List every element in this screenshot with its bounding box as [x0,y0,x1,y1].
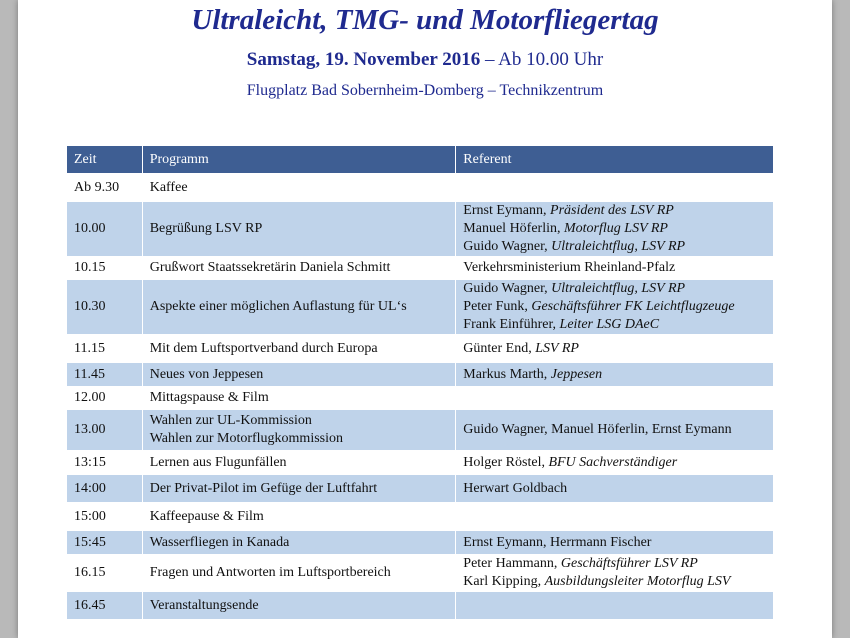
speaker-line [463,259,773,277]
program-cell [142,531,456,555]
event-title: Ultraleicht, TMG- und Motorfliegertag [191,4,659,36]
speaker-name: Ernst Eymann, Herrmann Fischer [463,534,652,550]
speaker-line [463,298,773,316]
program-cell [142,592,456,620]
table-row [67,592,774,620]
speaker-name: Guido Wagner, [463,281,552,296]
event-date-rest: – Ab 10.00 Uhr [480,49,604,70]
program-line: Wasserfliegen in Kanada [149,534,290,550]
speaker-role: Ultraleichtflug, LSV RP [551,239,686,254]
speaker-line [463,238,773,256]
speaker-cell [456,531,774,555]
speaker-name: Günter End, [463,340,536,356]
speaker-name: Ernst Eymann, [463,203,551,218]
column-header-program: Programm [142,146,456,174]
speaker-cell [456,475,774,503]
time-cell: 16.45 [67,592,143,620]
program-line: Lernen aus Flugunfällen [149,454,287,470]
program-cell [142,257,456,280]
speaker-cell [456,335,774,363]
time-cell: 15:00 [67,503,143,531]
program-line: Kaffee [149,179,188,195]
speaker-line [463,366,773,384]
table-row [67,387,774,410]
speaker-line [463,534,773,552]
time-cell: 15:45 [67,531,143,555]
speaker-line [463,480,773,498]
table-row [67,363,774,387]
speaker-cell [456,503,774,531]
speaker-line [463,454,773,472]
time-cell: 10.00 [67,202,143,257]
speaker-line [463,340,773,358]
speaker-line [463,220,773,238]
document-page [18,0,832,638]
speaker-cell [456,280,774,335]
time-cell: Ab 9.30 [67,174,143,202]
speaker-name: Herwart Goldbach [463,480,568,496]
table-row [67,280,774,335]
speaker-name: Holger Röstel, [463,454,549,470]
schedule-table [66,145,774,620]
program-line: Wahlen zur Motorflugkommission [149,431,343,446]
event-venue: Flugplatz Bad Sobernheim-Domberg – Technikzentrum [246,82,604,99]
program-line: Fragen und Antworten im Luftsportbereich [149,565,391,580]
program-cell [142,503,456,531]
time-cell: 10.30 [67,280,143,335]
time-cell: 11.15 [67,335,143,363]
speaker-name: Verkehrsministerium Rheinland-Pfalz [463,260,676,275]
time-cell: 16.15 [67,555,143,592]
table-header-row [67,146,774,174]
table-row [67,555,774,592]
program-cell [142,174,456,202]
time-cell: 14:00 [67,475,143,503]
time-cell: 11.45 [67,363,143,387]
speaker-role: Leiter LSG DAeC [559,317,660,332]
table-row [67,174,774,202]
speaker-cell [456,202,774,257]
program-cell [142,202,456,257]
program-line: Mittagspause & Film [149,390,269,405]
speaker-role: Motorflug LSV RP [564,221,668,236]
speaker-name: Karl Kipping, [463,574,545,589]
speaker-name: Markus Marth, [463,366,551,382]
time-cell: 13:15 [67,451,143,475]
speaker-line [463,421,773,439]
speaker-name: Guido Wagner, [463,239,552,254]
time-cell: 10.15 [67,257,143,280]
speaker-role: LSV RP [535,340,579,356]
speaker-name: Guido Wagner, Manuel Höferlin, Ernst Eymann [463,422,732,437]
speaker-cell [456,257,774,280]
speaker-role: Geschäftsführer FK Leichtflugzeuge [531,299,735,314]
speaker-cell [456,451,774,475]
speaker-role: Jeppesen [550,366,603,382]
column-header-speaker: Referent [456,146,774,174]
table-row [67,475,774,503]
program-line: Mit dem Luftsportverband durch Europa [149,340,378,356]
program-line: Wahlen zur UL-Kommission [149,413,312,428]
speaker-role: BFU Sachverständiger [548,454,678,470]
program-line: Kaffeepause & Film [149,508,264,524]
table-row [67,451,774,475]
program-cell [142,335,456,363]
speaker-line [463,573,773,591]
table-row [67,335,774,363]
speaker-cell [456,555,774,592]
speaker-role: Geschäftsführer LSV RP [560,556,698,571]
program-cell [142,280,456,335]
program-cell [142,555,456,592]
time-cell: 13.00 [67,410,143,451]
program-line: Grußwort Staatssekretärin Daniela Schmitt [149,260,391,275]
program-cell [142,410,456,451]
program-line: Aspekte einer möglichen Auflastung für UL‘s [149,299,407,314]
table-row [67,503,774,531]
program-line: Veranstaltungsende [149,597,259,613]
speaker-name: Manuel Höferlin, [463,221,564,236]
program-line: Begrüßung LSV RP [149,221,263,236]
speaker-name: Peter Funk, [463,299,532,314]
speaker-name: Frank Einführer, [463,317,560,332]
table-row [67,257,774,280]
speaker-name: Peter Hammann, [463,556,561,571]
program-cell [142,451,456,475]
speaker-cell [456,592,774,620]
speaker-cell [456,174,774,202]
speaker-role: Präsident des LSV RP [550,203,674,218]
speaker-line [463,316,773,334]
program-cell [142,363,456,387]
speaker-cell [456,363,774,387]
speaker-role: Ultraleichtflug, LSV RP [551,281,686,296]
table-row [67,202,774,257]
speaker-role: Ausbildungsleiter Motorflug LSV [544,574,731,589]
speaker-line [463,555,773,573]
event-date [18,49,832,71]
speaker-line [463,280,773,298]
program-cell [142,387,456,410]
speaker-cell [456,410,774,451]
time-cell: 12.00 [67,387,143,410]
speaker-line [463,202,773,220]
table-row [67,410,774,451]
event-date-strong: Samstag, 19. November 2016 [246,49,481,70]
program-cell [142,475,456,503]
column-header-time: Zeit [67,146,143,174]
program-line: Der Privat-Pilot im Gefüge der Luftfahrt [149,480,378,496]
table-row [67,531,774,555]
schedule-body [67,174,774,620]
speaker-cell [456,387,774,410]
program-line: Neues von Jeppesen [149,366,264,382]
